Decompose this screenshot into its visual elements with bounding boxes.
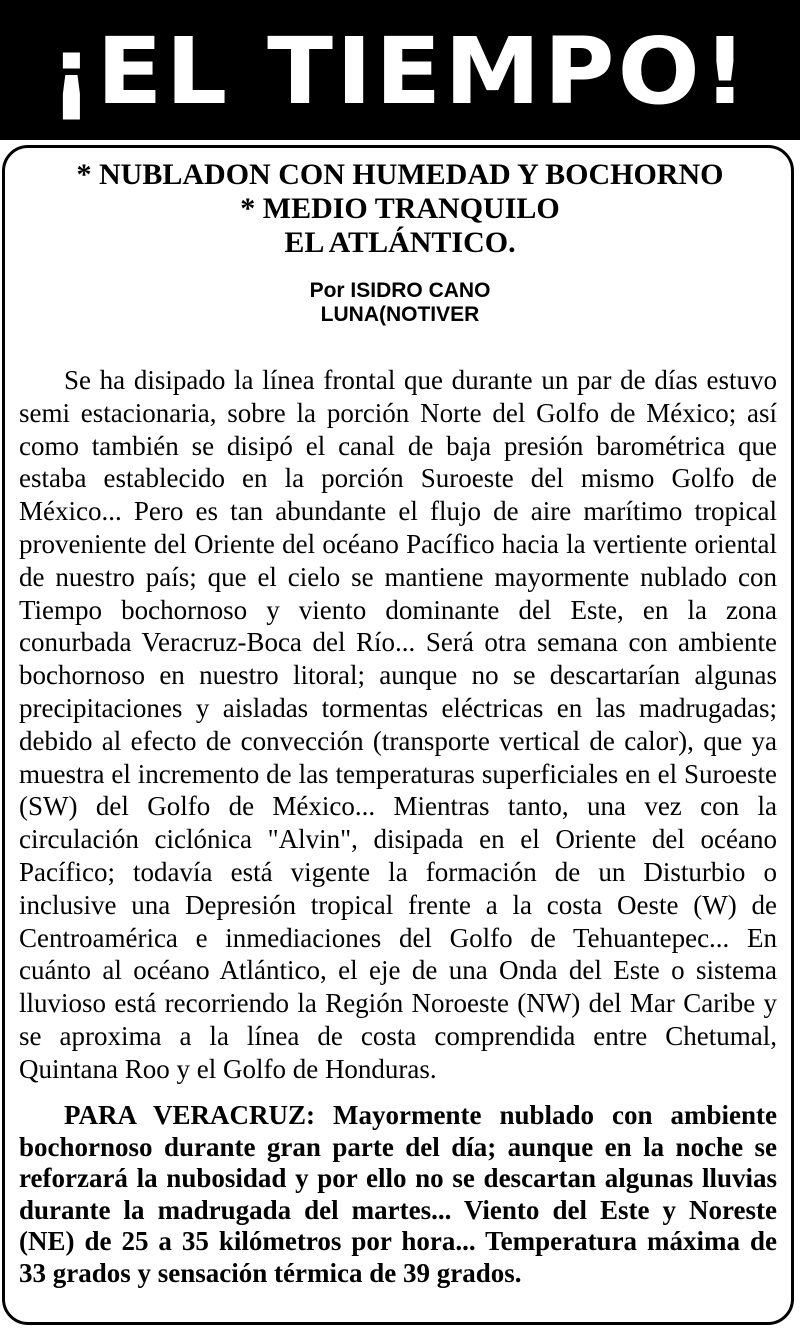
- masthead: [0, 0, 800, 140]
- byline-line-1: Por ISIDRO CANO: [309, 279, 491, 302]
- article-body: Se ha disipado la línea frontal que durante un par de días estuvo semi estacionaria, sobre la porción Norte del Golfo de México; así como también se disipó el canal de baja presión barométrica que estaba establecido en la porción Suroeste del mismo Golfo de México... Pero es tan abundante el flujo de aire marítimo tropical proveniente del Oriente del océano Pacífico hacia la vertiente oriental de nuestro país; que el cielo se mantiene mayormente nublado con Tiempo bochornoso y viento dominante del Este, en la zona conurbada Veracruz-Boca del Río... Será otra semana con ambiente bochornoso en nuestro litoral; aunque no se descartarían algunas precipitaciones y aisladas tormentas eléctricas en las madrugadas; debido al efecto de convección (transporte vertical de calor), que ya muestra el incremento de las temperaturas superficiales en el Suroeste (SW) del Golfo de México... Mientras tanto, una vez con la circulación ciclónica "Alvin", disipada en el Oriente del océano Pacífico; todavía está vigente la formación de un Disturbio o inclusive una Depresión tropical frente a la costa Oeste (W) de Centroamérica e inmediaciones del Golfo de Tehuantepec... En cuánto al océano Atlántico, el eje de una Onda del Este o sistema lluvioso está recorriendo la Región Noroeste (NW) del Mar Caribe y se aproxima a la línea de costa comprendida entre Chetumal, Quintana Roo y el Golfo de Honduras.: [19, 365, 777, 1084]
- headline: [0, 158, 800, 260]
- masthead-title: ¡EL TIEMPO!: [49, 18, 751, 125]
- byline-line-2: LUNA(NOTIVER: [320, 303, 480, 326]
- headline-line-1: * NUBLADON CON HUMEDAD Y BOCHORNO: [76, 158, 724, 191]
- byline: [0, 279, 800, 327]
- forecast-paragraph: PARA VERACRUZ: Mayormente nublado con ambiente bochornoso durante gran parte del día; aunque en la noche se reforzará la nubosidad y por ello no se descartan algunas lluvias durante la madrugada del martes... Viento del Este y Noreste (NE) de 25 a 35 kilómetros por hora... Temperatura máxima de 33 grados y sensación térmica de 39 grados.: [19, 1100, 777, 1288]
- headline-line-2: * MEDIO TRANQUILO: [240, 192, 560, 225]
- headline-line-3: EL ATLÁNTICO.: [284, 226, 516, 259]
